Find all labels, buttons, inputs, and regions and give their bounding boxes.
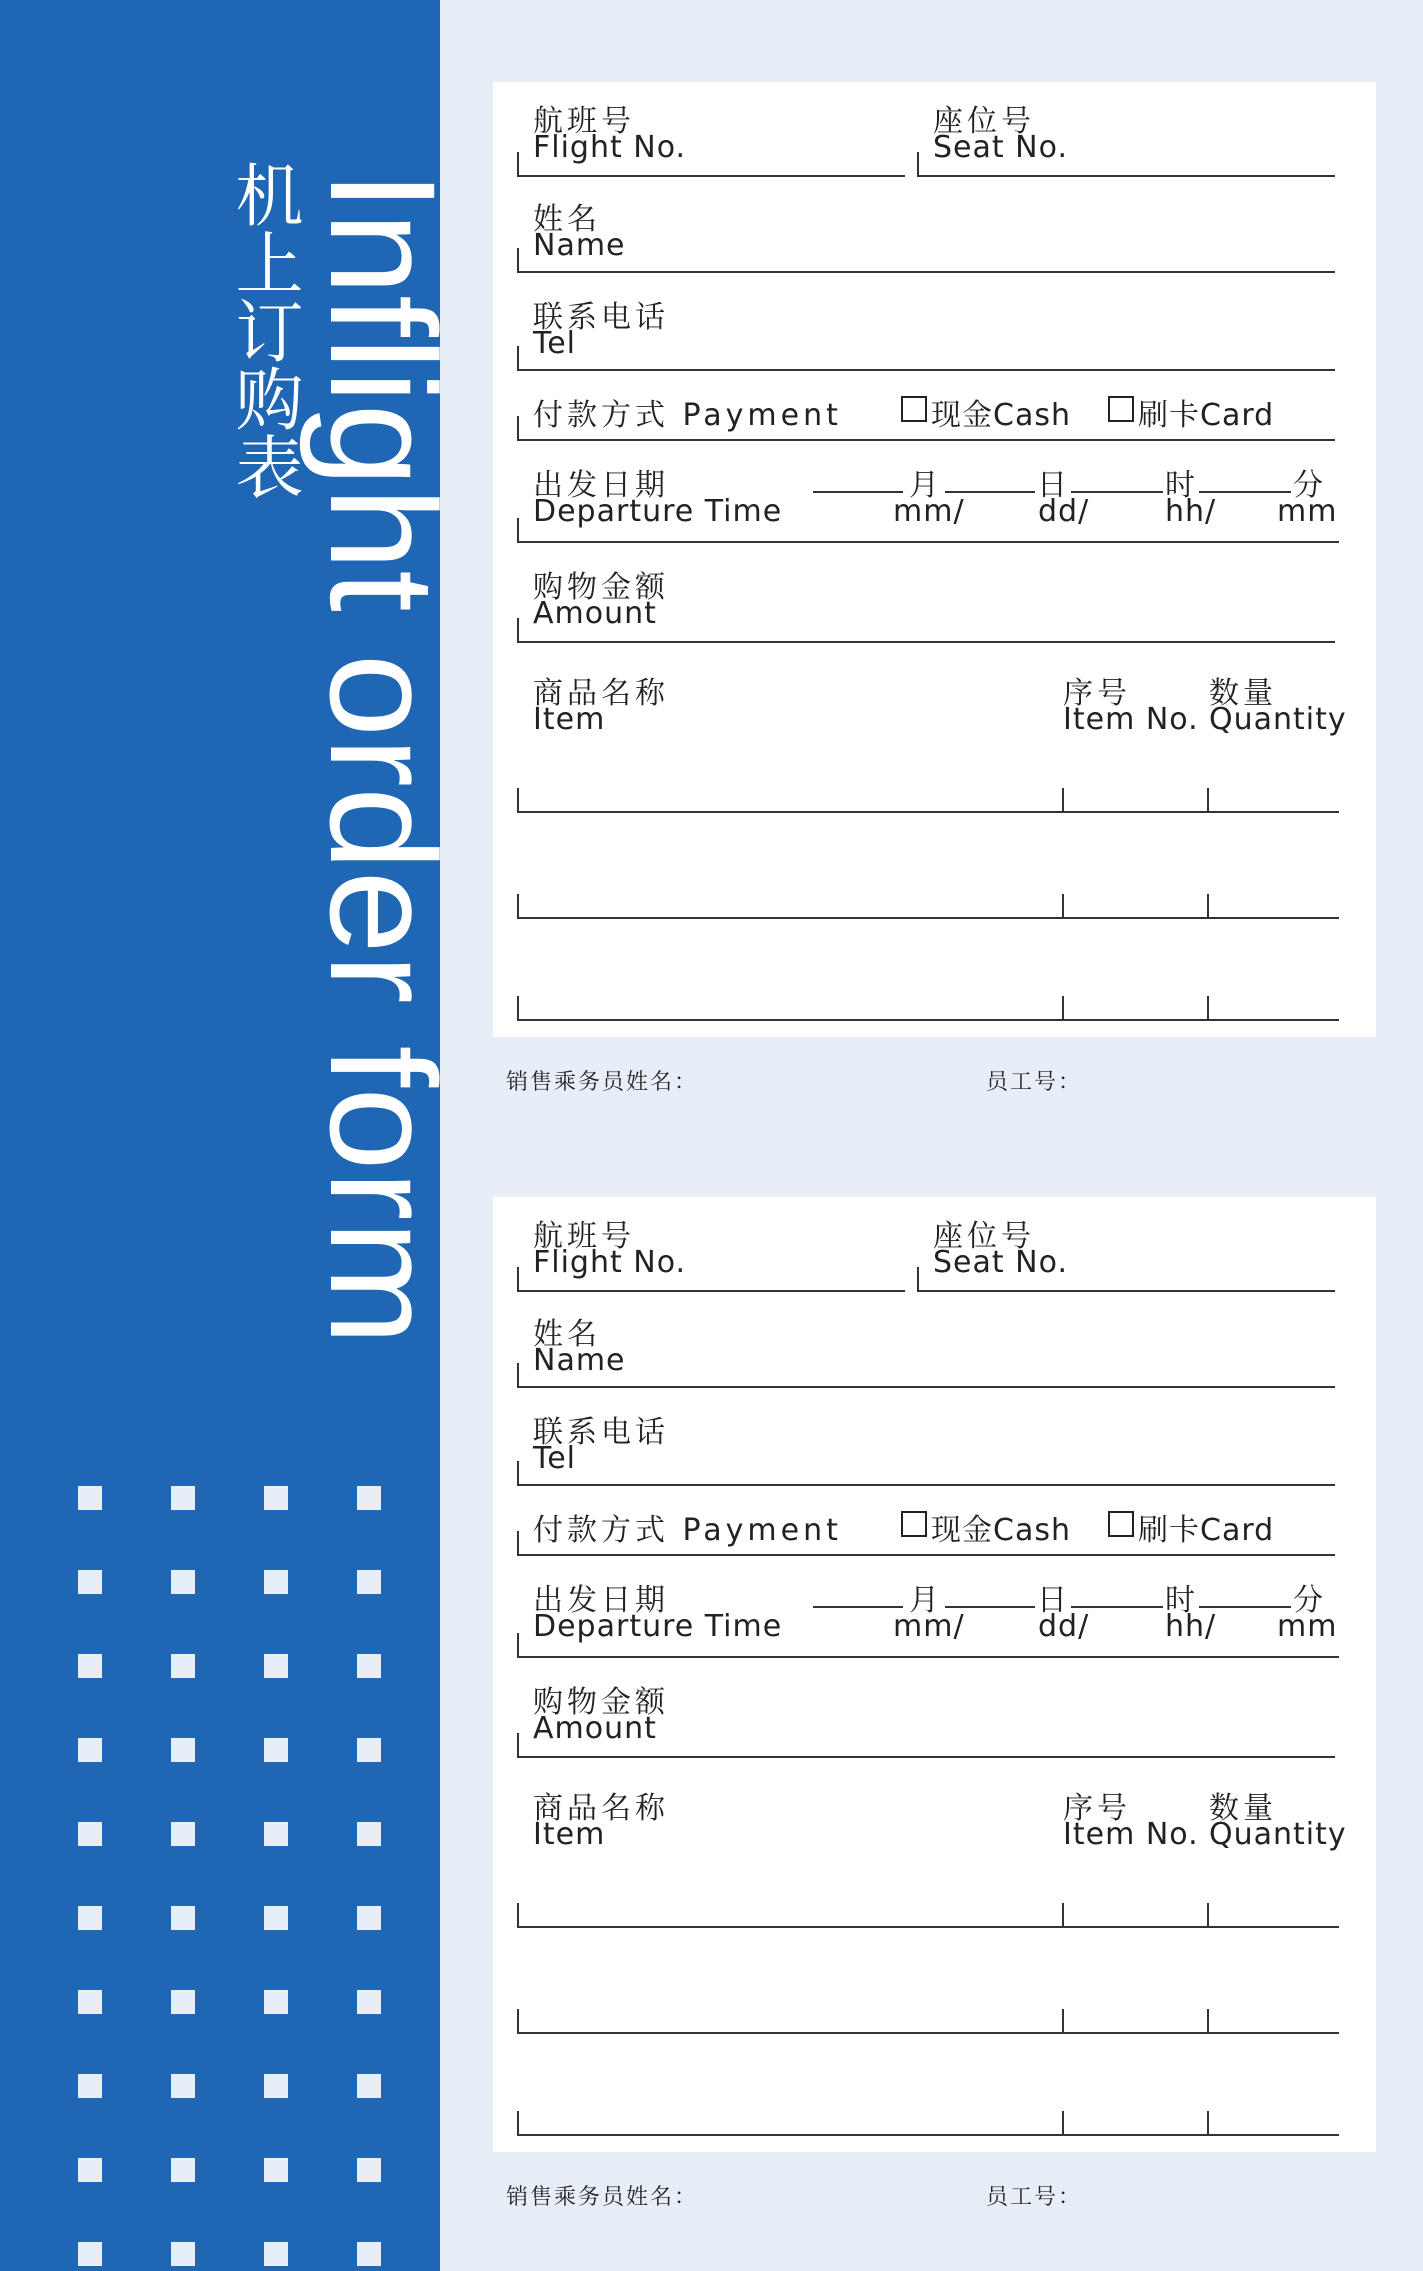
hour-label-cn: 时 <box>1165 468 1199 503</box>
field-tick <box>517 1531 519 1555</box>
itemno-label-en: Item No. <box>1063 1817 1199 1852</box>
departure-label-cn: 出发日期 <box>533 468 669 503</box>
field-tick <box>517 618 519 642</box>
payment-line <box>517 439 1335 441</box>
minute-label-en: mm <box>1277 494 1338 529</box>
name-label-cn: 姓名 <box>533 1317 601 1352</box>
hour-blank[interactable] <box>1071 1606 1163 1608</box>
flight-label-cn: 航班号 <box>533 104 635 139</box>
field-tick <box>517 2111 519 2135</box>
decorative-dot <box>264 2242 288 2266</box>
item-row-line[interactable] <box>517 2032 1339 2034</box>
field-tick <box>517 416 519 440</box>
field-tick <box>1062 2009 1064 2033</box>
decorative-dot <box>357 2158 381 2182</box>
payment-label: 付款方式 Payment <box>533 398 842 433</box>
itemno-label-en: Item No. <box>1063 702 1199 737</box>
amount-label-cn: 购物金额 <box>533 1685 669 1720</box>
day-label-cn: 日 <box>1037 468 1071 503</box>
field-tick <box>1207 1903 1209 1927</box>
seat-input-line[interactable] <box>917 1290 1335 1292</box>
day-blank[interactable] <box>945 1606 1035 1608</box>
decorative-dot <box>357 2242 381 2266</box>
cash-checkbox[interactable] <box>901 1511 927 1537</box>
flight-label-en: Flight No. <box>533 1245 687 1280</box>
minute-label-cn: 分 <box>1293 468 1327 503</box>
departure-label-en: Departure Time <box>533 1609 783 1644</box>
amount-input-line[interactable] <box>517 1756 1335 1758</box>
field-tick <box>917 152 919 176</box>
title-english: Inflight order form <box>299 170 467 1346</box>
qty-label-cn: 数量 <box>1209 1791 1277 1826</box>
field-tick <box>517 152 519 176</box>
sidebar-band <box>0 0 467 2271</box>
item-label-en: Item <box>533 702 606 737</box>
name-input-line[interactable] <box>517 1386 1335 1388</box>
month-blank[interactable] <box>813 491 903 493</box>
decorative-dot <box>78 1906 102 1930</box>
tel-label-en: Tel <box>533 1441 577 1476</box>
item-row-line[interactable] <box>517 1019 1339 1021</box>
order-form-card <box>493 1197 1376 2152</box>
minute-blank[interactable] <box>1199 491 1291 493</box>
seat-input-line[interactable] <box>917 175 1335 177</box>
name-label-en: Name <box>533 1343 626 1378</box>
field-tick <box>1062 788 1064 812</box>
field-tick <box>517 248 519 272</box>
order-form-card <box>493 82 1376 1037</box>
field-tick <box>1207 894 1209 918</box>
card-checkbox[interactable] <box>1108 396 1134 422</box>
staff-id-label: 员工号： <box>986 2185 1083 2210</box>
field-tick <box>1207 2009 1209 2033</box>
decorative-dot <box>264 1990 288 2014</box>
day-label-en: dd/ <box>1038 1609 1090 1644</box>
month-label-cn: 月 <box>909 1583 943 1618</box>
decorative-dot <box>357 1906 381 1930</box>
decorative-dot <box>78 1990 102 2014</box>
seat-label-en: Seat No. <box>933 130 1068 165</box>
staff-id-label: 员工号： <box>986 1070 1083 1095</box>
qty-label-cn: 数量 <box>1209 676 1277 711</box>
hour-label-en: hh/ <box>1165 494 1217 529</box>
minute-blank[interactable] <box>1199 1606 1291 1608</box>
name-label-en: Name <box>533 228 626 263</box>
decorative-dot <box>171 2158 195 2182</box>
field-tick <box>1062 2111 1064 2135</box>
hour-label-cn: 时 <box>1165 1583 1199 1618</box>
staff-name-label: 销售乘务员姓名： <box>506 2185 699 2210</box>
hour-blank[interactable] <box>1071 491 1163 493</box>
field-tick <box>517 1903 519 1927</box>
field-tick <box>517 996 519 1020</box>
departure-line <box>517 1656 1339 1658</box>
decorative-dot <box>357 1738 381 1762</box>
payment-label: 付款方式 Payment <box>533 1513 842 1548</box>
field-tick <box>517 518 519 542</box>
month-label-cn: 月 <box>909 468 943 503</box>
decorative-dot <box>78 1822 102 1846</box>
card-label: 刷卡Card <box>1138 1513 1275 1548</box>
item-row-line[interactable] <box>517 2134 1339 2136</box>
decorative-dot <box>78 1738 102 1762</box>
decorative-dot <box>264 2074 288 2098</box>
itemno-label-cn: 序号 <box>1063 676 1131 711</box>
field-tick <box>517 894 519 918</box>
minute-label-en: mm <box>1277 1609 1338 1644</box>
qty-label-en: Quantity <box>1209 1817 1347 1852</box>
decorative-dot <box>357 1822 381 1846</box>
decorative-dot <box>264 1822 288 1846</box>
decorative-dot <box>78 1486 102 1510</box>
decorative-dot <box>357 1990 381 2014</box>
decorative-dot <box>264 1738 288 1762</box>
item-label-en: Item <box>533 1817 606 1852</box>
field-tick <box>1062 996 1064 1020</box>
decorative-dot <box>171 2242 195 2266</box>
qty-label-en: Quantity <box>1209 702 1347 737</box>
item-row-line[interactable] <box>517 1926 1339 1928</box>
decorative-dot <box>171 1654 195 1678</box>
decorative-dot <box>78 1570 102 1594</box>
field-tick <box>917 1267 919 1291</box>
amount-label-cn: 购物金额 <box>533 570 669 605</box>
decorative-dot <box>357 1570 381 1594</box>
hour-label-en: hh/ <box>1165 1609 1217 1644</box>
name-label-cn: 姓名 <box>533 202 601 237</box>
decorative-dot <box>357 1486 381 1510</box>
decorative-dot <box>264 1570 288 1594</box>
tel-input-line[interactable] <box>517 369 1335 371</box>
field-tick <box>517 1461 519 1485</box>
card-checkbox[interactable] <box>1108 1511 1134 1537</box>
tel-label-en: Tel <box>533 326 577 361</box>
staff-name-label: 销售乘务员姓名： <box>506 1070 699 1095</box>
decorative-dot <box>171 1906 195 1930</box>
month-blank[interactable] <box>813 1606 903 1608</box>
amount-label-en: Amount <box>533 1711 657 1746</box>
departure-label-cn: 出发日期 <box>533 1583 669 1618</box>
card-label: 刷卡Card <box>1138 398 1275 433</box>
departure-label-en: Departure Time <box>533 494 783 529</box>
decorative-dot <box>78 1654 102 1678</box>
field-tick <box>517 346 519 370</box>
seat-label-cn: 座位号 <box>933 104 1035 139</box>
field-tick <box>517 1363 519 1387</box>
decorative-dot <box>171 1486 195 1510</box>
item-row-line[interactable] <box>517 917 1339 919</box>
cash-checkbox[interactable] <box>901 396 927 422</box>
seat-label-cn: 座位号 <box>933 1219 1035 1254</box>
field-tick <box>1062 1903 1064 1927</box>
day-label-cn: 日 <box>1037 1583 1071 1618</box>
flight-label-en: Flight No. <box>533 130 687 165</box>
month-label-en: mm/ <box>893 1609 965 1644</box>
item-label-cn: 商品名称 <box>533 676 669 711</box>
decorative-dot <box>171 1990 195 2014</box>
minute-label-cn: 分 <box>1293 1583 1327 1618</box>
decorative-dot <box>357 2074 381 2098</box>
month-label-en: mm/ <box>893 494 965 529</box>
field-tick <box>517 1267 519 1291</box>
payment-line <box>517 1554 1335 1556</box>
decorative-dot <box>78 2074 102 2098</box>
decorative-dot <box>171 1570 195 1594</box>
tel-input-line[interactable] <box>517 1484 1335 1486</box>
field-tick <box>1207 2111 1209 2135</box>
title-chinese: 机上订购表 <box>224 160 303 500</box>
name-input-line[interactable] <box>517 271 1335 273</box>
field-tick <box>1062 894 1064 918</box>
flight-label-cn: 航班号 <box>533 1219 635 1254</box>
decorative-dot <box>264 2158 288 2182</box>
departure-line <box>517 541 1339 543</box>
cash-label: 现金Cash <box>931 1513 1071 1548</box>
field-tick <box>517 788 519 812</box>
decorative-dot <box>78 2158 102 2182</box>
item-row-line[interactable] <box>517 811 1339 813</box>
tel-label-cn: 联系电话 <box>533 1415 669 1450</box>
field-tick <box>517 1633 519 1657</box>
decorative-dot <box>264 1486 288 1510</box>
flight-input-line[interactable] <box>517 1290 905 1292</box>
decorative-dot <box>264 1654 288 1678</box>
item-label-cn: 商品名称 <box>533 1791 669 1826</box>
decorative-dot <box>264 1906 288 1930</box>
decorative-dot <box>171 1738 195 1762</box>
field-tick <box>517 2009 519 2033</box>
seat-label-en: Seat No. <box>933 1245 1068 1280</box>
field-tick <box>1207 996 1209 1020</box>
day-label-en: dd/ <box>1038 494 1090 529</box>
itemno-label-cn: 序号 <box>1063 1791 1131 1826</box>
decorative-dot <box>171 1822 195 1846</box>
decorative-dot <box>171 2074 195 2098</box>
field-tick <box>1207 788 1209 812</box>
field-tick <box>517 1733 519 1757</box>
decorative-dot <box>78 2242 102 2266</box>
flight-input-line[interactable] <box>517 175 905 177</box>
amount-label-en: Amount <box>533 596 657 631</box>
tel-label-cn: 联系电话 <box>533 300 669 335</box>
decorative-dot <box>357 1654 381 1678</box>
amount-input-line[interactable] <box>517 641 1335 643</box>
cash-label: 现金Cash <box>931 398 1071 433</box>
day-blank[interactable] <box>945 491 1035 493</box>
